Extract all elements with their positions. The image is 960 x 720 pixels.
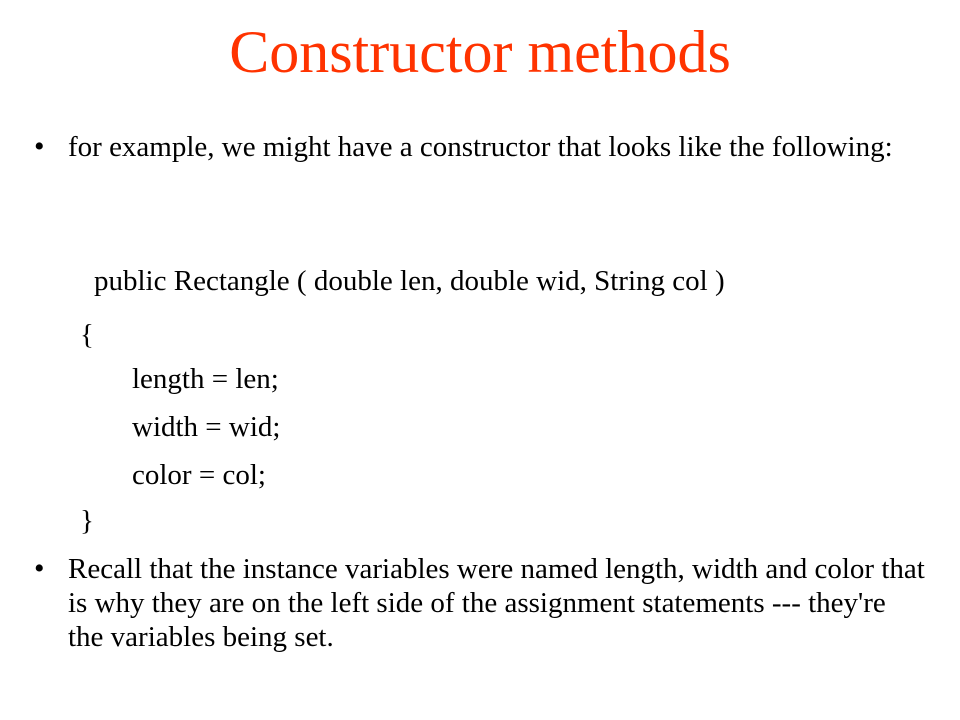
- bullet-recall-text: Recall that the instance variables were named length, width and color that is why they are on the left side of the assignment statements --- they're the variables being set.: [68, 553, 925, 653]
- code-line-color: color = col;: [132, 459, 266, 491]
- bullet-intro-text: for example, we might have a constructor that looks like the following:: [68, 131, 893, 163]
- bullet-marker: •: [34, 552, 45, 585]
- code-line-width: width = wid;: [132, 411, 281, 443]
- code-line-length: length = len;: [132, 363, 279, 395]
- code-line-close-brace: }: [80, 505, 94, 537]
- code-line-open-brace: {: [80, 319, 94, 351]
- code-line-signature: public Rectangle ( double len, double wid, String col ): [94, 265, 725, 297]
- slide-title: Constructor methods: [229, 19, 731, 85]
- bullet-marker: •: [34, 130, 45, 163]
